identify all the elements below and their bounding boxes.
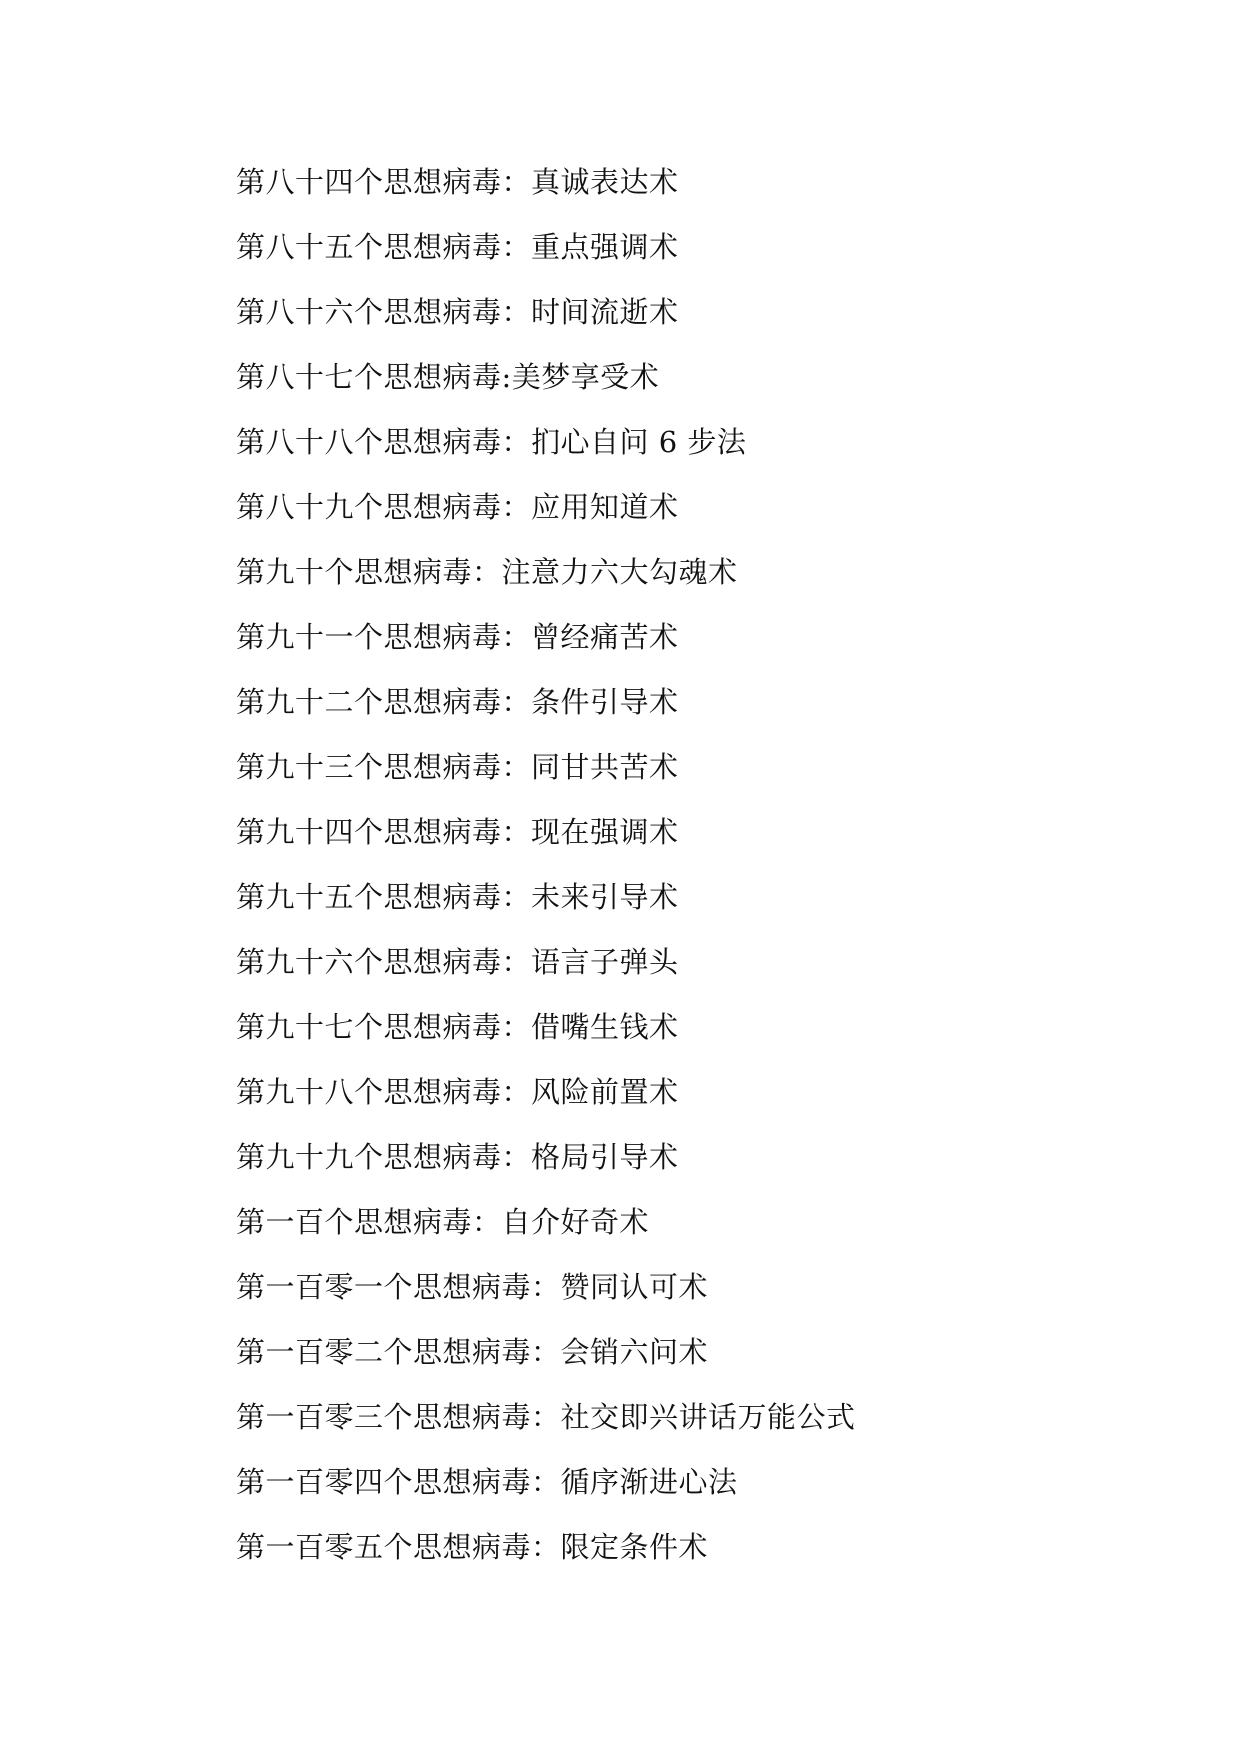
list-item: 第九十九个思想病毒：格局引导术 <box>236 1140 679 1174</box>
list-item: 第九十八个思想病毒：风险前置术 <box>236 1075 679 1109</box>
list-item: 第九十六个思想病毒：语言子弹头 <box>236 945 679 979</box>
list-item: 第九十四个思想病毒：现在强调术 <box>236 815 679 849</box>
list-item: 第一百零四个思想病毒：循序渐进心法 <box>236 1465 738 1499</box>
list-item: 第八十八个思想病毒：扪心自问 6 步法 <box>236 425 747 459</box>
list-item: 第八十五个思想病毒：重点强调术 <box>236 230 679 264</box>
list-item: 第九十个思想病毒：注意力六大勾魂术 <box>236 555 738 589</box>
list-item: 第一百零一个思想病毒：赞同认可术 <box>236 1270 709 1304</box>
list-item: 第九十一个思想病毒：曾经痛苦术 <box>236 620 679 654</box>
list-item: 第九十七个思想病毒：借嘴生钱术 <box>236 1010 679 1044</box>
list-item: 第九十五个思想病毒：未来引导术 <box>236 880 679 914</box>
list-item: 第八十七个思想病毒:美梦享受术 <box>236 360 660 394</box>
list-item: 第一百零五个思想病毒：限定条件术 <box>236 1530 709 1564</box>
list-item: 第九十二个思想病毒：条件引导术 <box>236 685 679 719</box>
list-item: 第八十四个思想病毒：真诚表达术 <box>236 165 679 199</box>
list-item: 第一百零三个思想病毒：社交即兴讲话万能公式 <box>236 1400 856 1434</box>
list-item: 第一百零二个思想病毒：会销六问术 <box>236 1335 709 1369</box>
list-item: 第八十九个思想病毒：应用知道术 <box>236 490 679 524</box>
list-item: 第一百个思想病毒：自介好奇术 <box>236 1205 650 1239</box>
toc-list <box>236 156 1036 1586</box>
list-item: 第八十六个思想病毒：时间流逝术 <box>236 295 679 329</box>
list-item: 第九十三个思想病毒：同甘共苦术 <box>236 750 679 784</box>
